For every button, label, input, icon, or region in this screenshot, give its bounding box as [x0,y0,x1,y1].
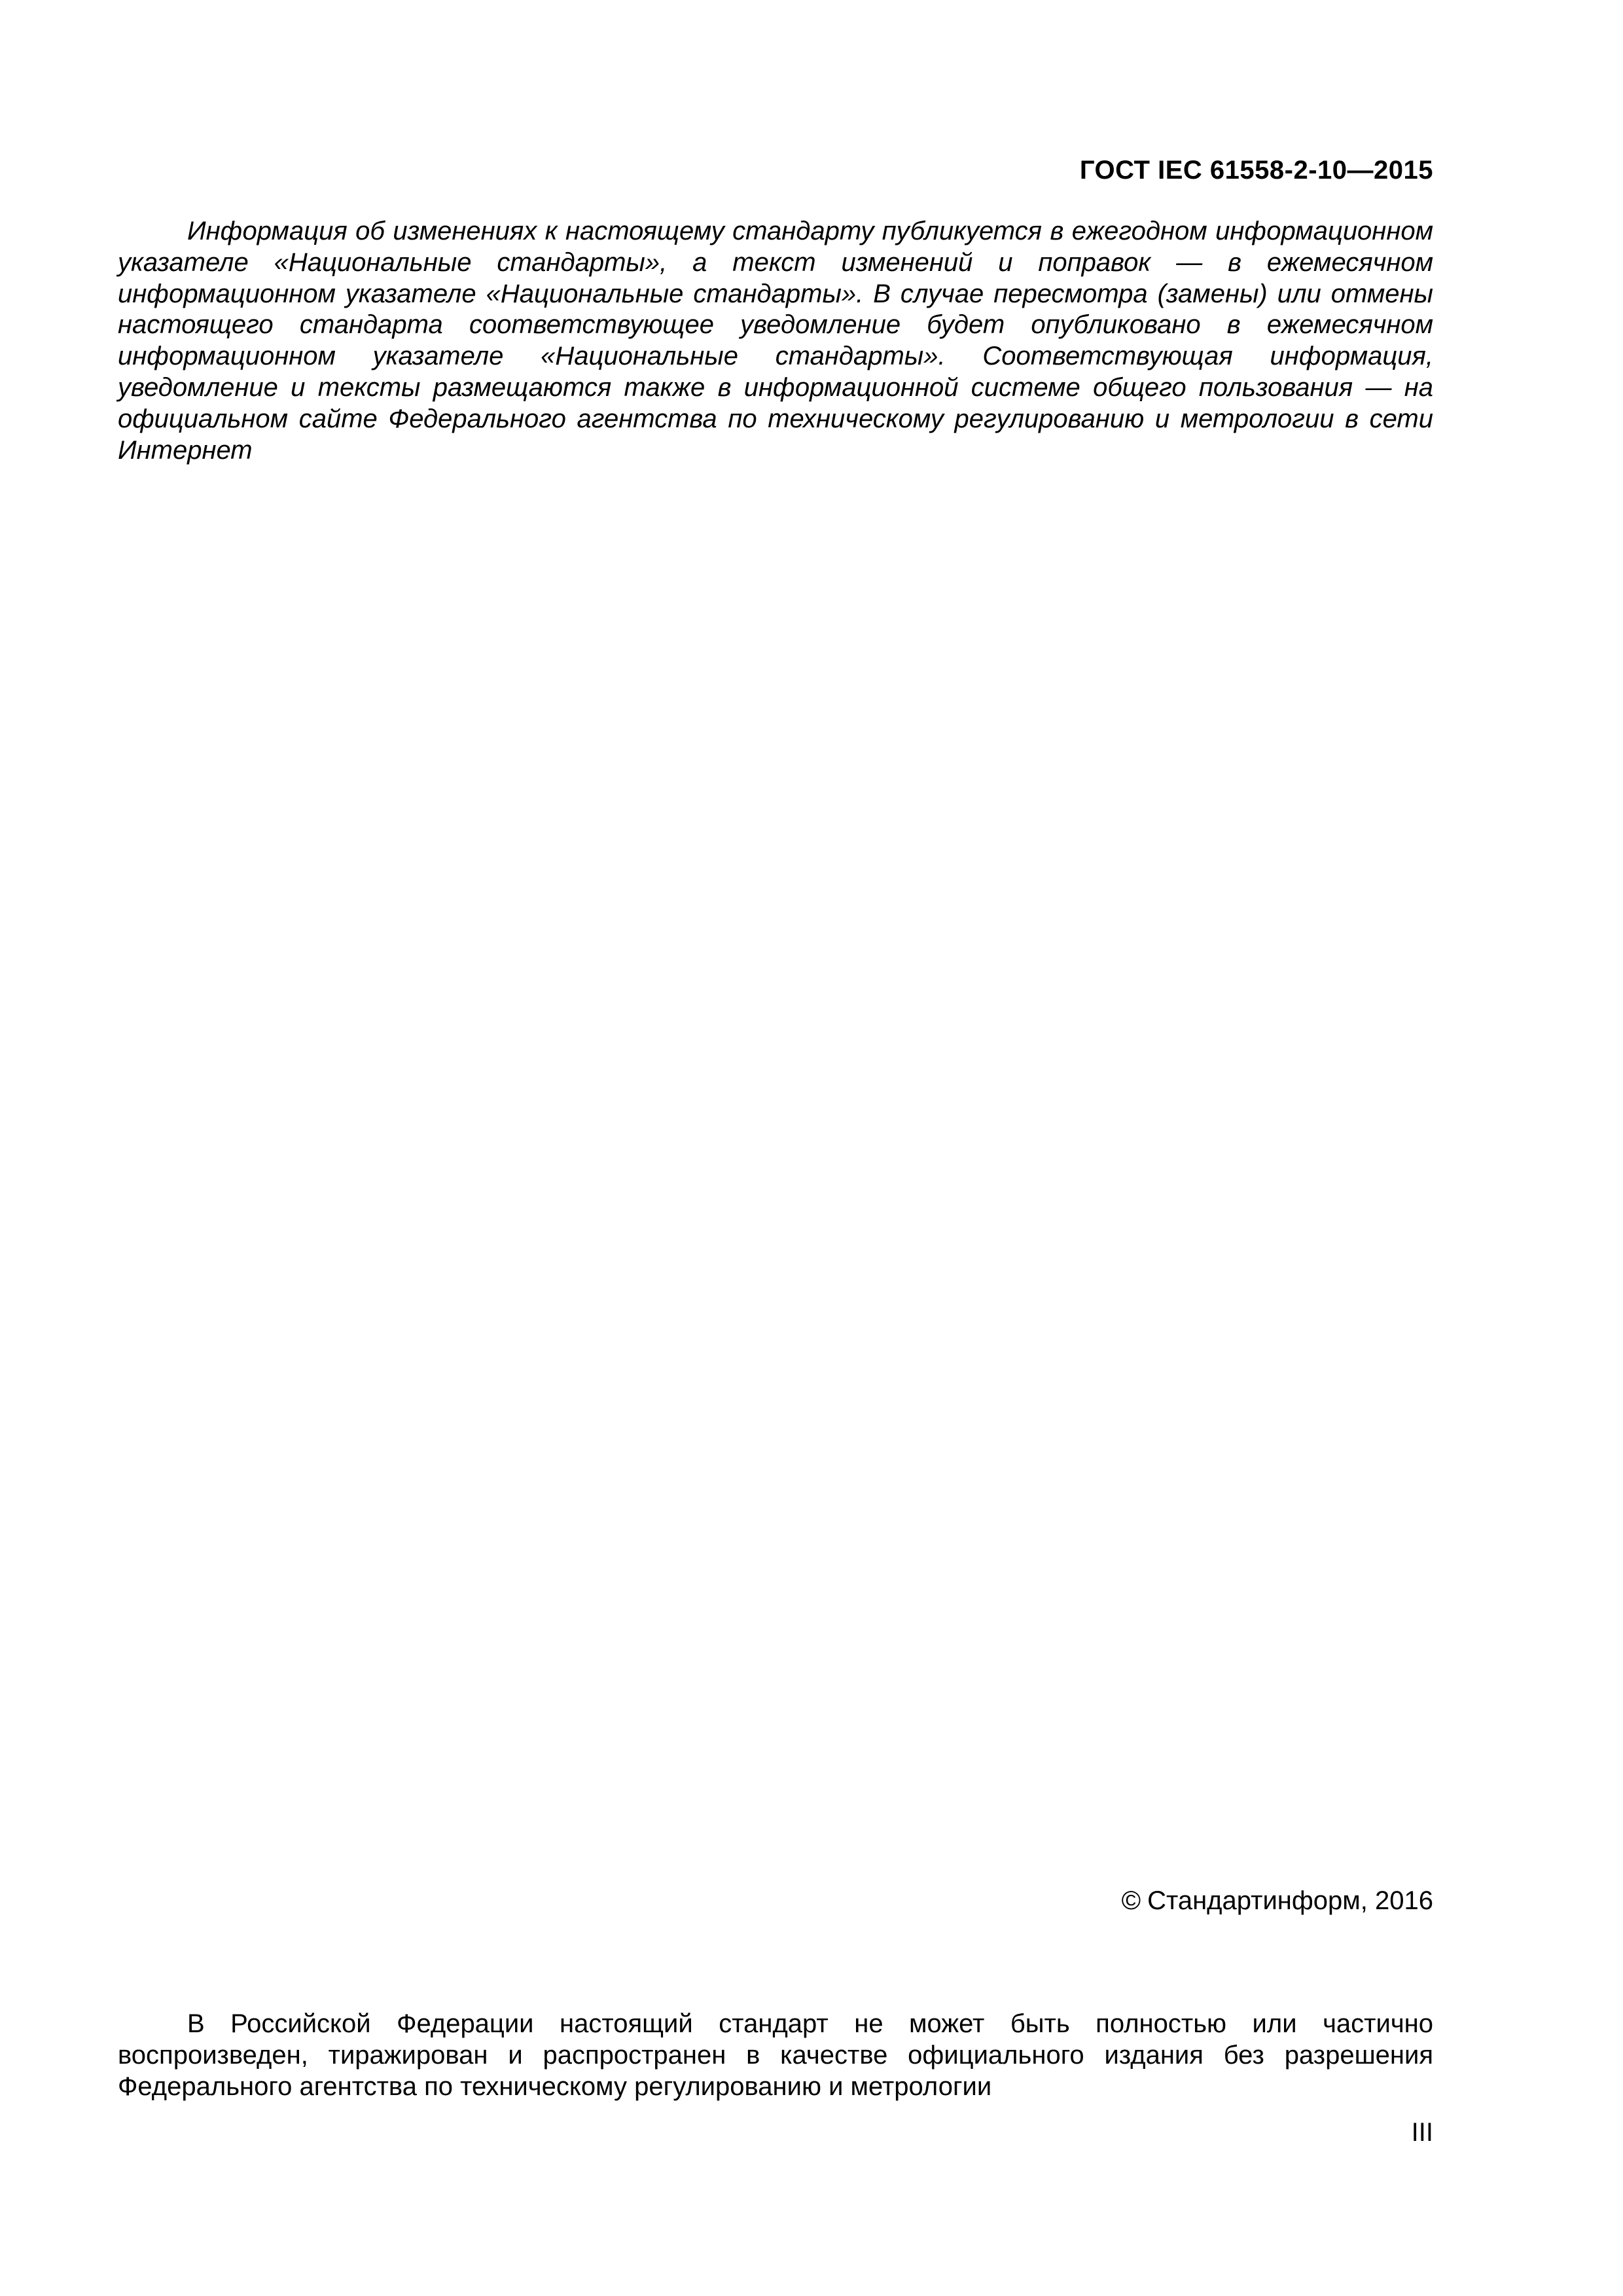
copyright-holder-year: Стандартинформ, 2016 [1147,1886,1433,1915]
reproduction-restriction-paragraph: В Российской Федерации настоящий стандарт не может быть полностью или частично воспроизведен, тиражирован и распространен в качестве официального издания без разрешения Федерального агентства по техническому регулированию и метрологии [118,2009,1433,2101]
copyright-icon: © [1121,1886,1141,1915]
document-code-header: ГОСТ IEC 61558-2-10—2015 [1079,156,1433,185]
copyright-notice [1122,1885,1433,1916]
amendments-info-paragraph: Информация об изменениях к настоящему стандарту публикуется в ежегодном информационном указателе «Национальные стандарты», а текст изменений и поправок — в ежемесячном информационном указателе «Национальные стандарты». В случае пересмотра (замены) или отмены настоящего стандарта соответствующее уведомление будет опубликовано в ежемесячном информационном указателе «Национальные стандарты». Соответствующая информация, уведомление и тексты размещаются также в информационной системе общего пользования — на официальном сайте Федерального агентства по техническому регулированию и метрологии в сети Интернет [118,217,1433,465]
page-number: III [1411,2118,1433,2147]
